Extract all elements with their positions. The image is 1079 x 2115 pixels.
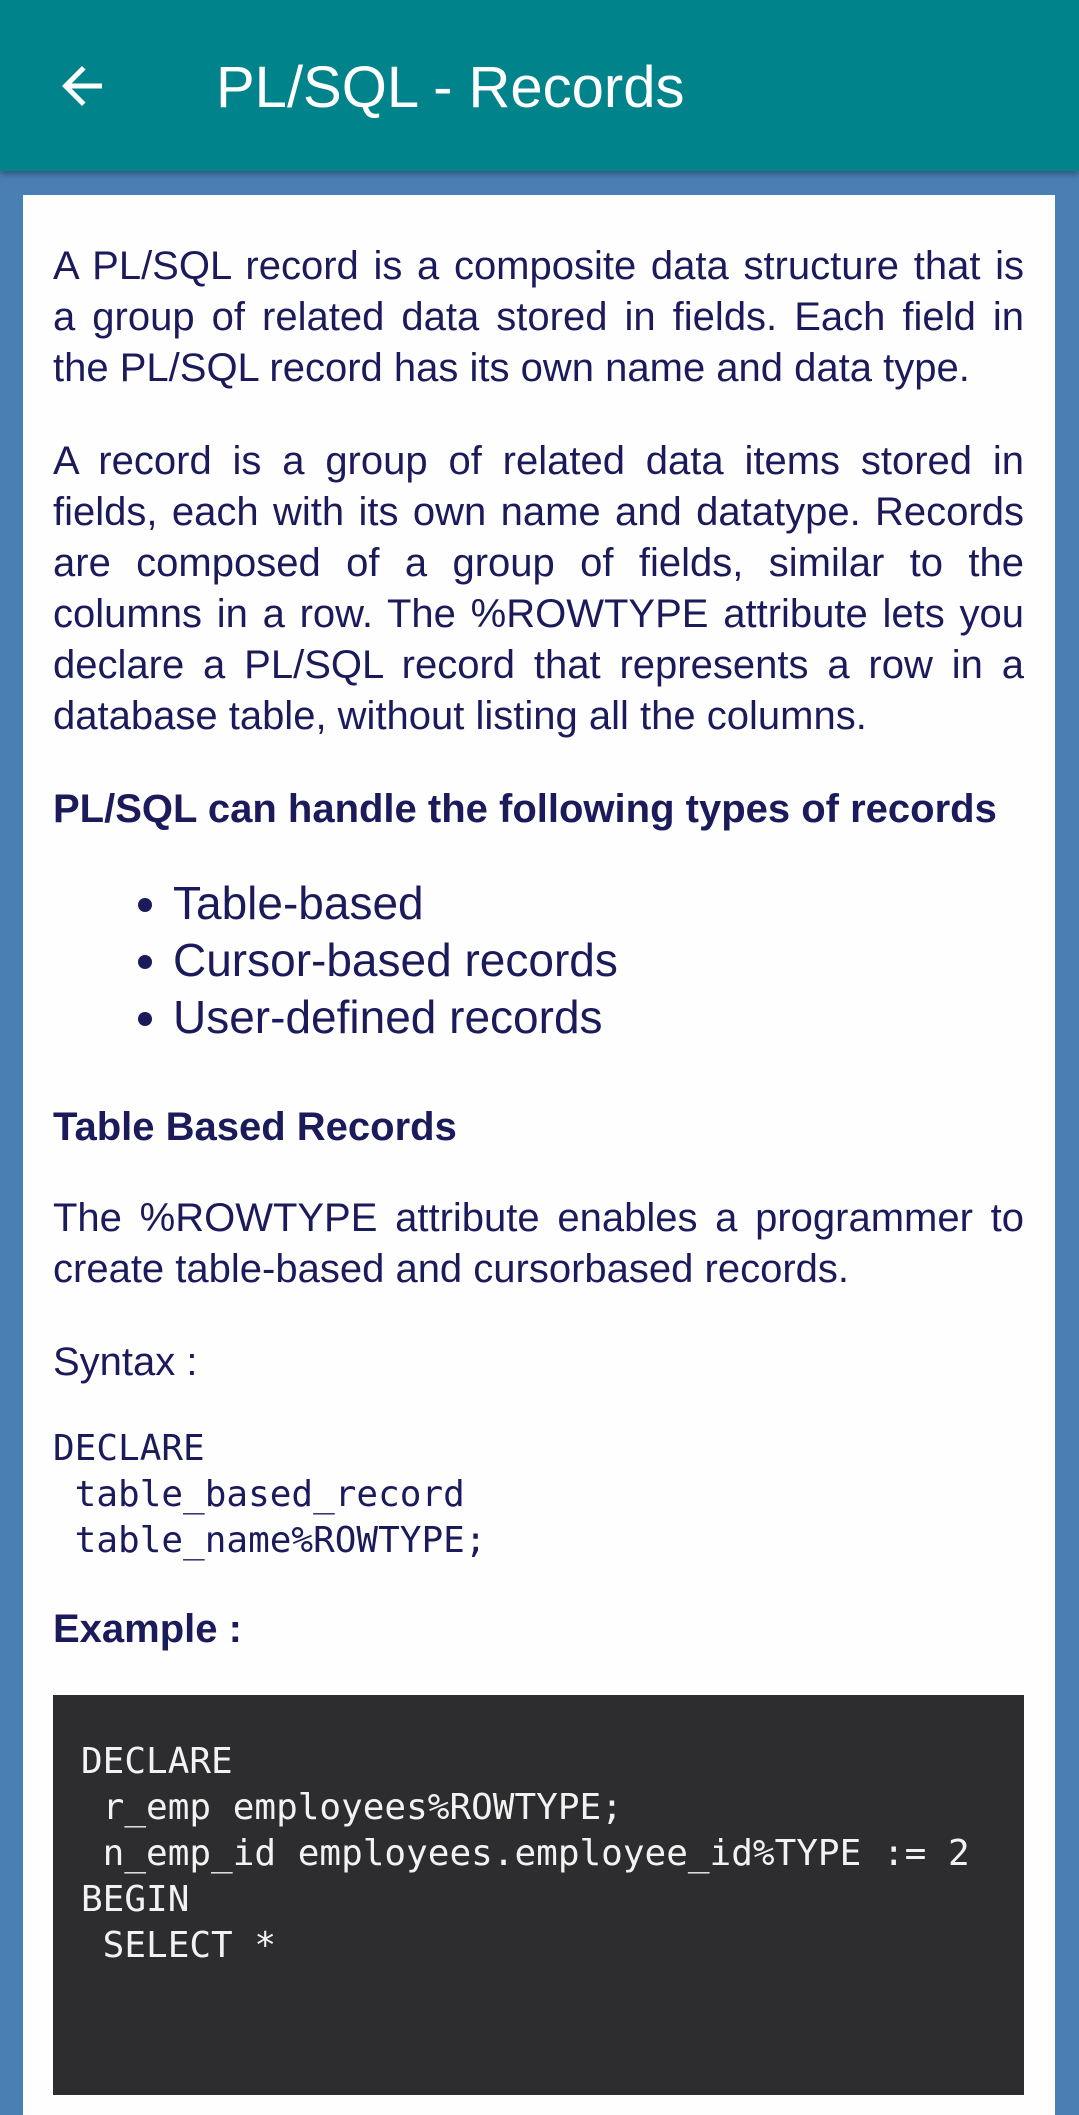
intro-paragraph-1: A PL/SQL record is a composite data structure that is a group of related data stored in fields. Each field in the PL/SQL record has its own name and data type.: [53, 244, 1024, 390]
table-based-heading: Table Based Records: [53, 1105, 457, 1149]
code-line: table_based_record: [53, 1474, 465, 1515]
record-types-list: [53, 875, 1024, 1046]
code-line: SELECT *: [81, 1925, 277, 1966]
article-content: [53, 241, 1024, 2095]
code-line: DECLARE: [81, 1741, 233, 1782]
syntax-label: Syntax :: [53, 1340, 198, 1384]
page-title: PL/SQL - Records: [216, 55, 685, 120]
content-card: [23, 195, 1055, 2115]
intro-paragraph-2: A record is a group of related data items stored in fields, each with its own name and datatype. Records are composed of a group of fields, similar to the columns in a row. The %ROWTYPE attribute lets you declare a PL/SQL record that represents a row in a database table, without listing all the columns.: [53, 439, 1024, 738]
list-item: • Cursor-based records: [173, 932, 1024, 989]
arrow-left-icon: [52, 56, 112, 116]
back-button[interactable]: [38, 42, 126, 130]
app-bar: [0, 0, 1079, 171]
example-code: [81, 1739, 970, 1969]
code-line: table_name%ROWTYPE;: [53, 1520, 487, 1561]
code-line: r_emp employees%ROWTYPE;: [81, 1787, 623, 1828]
code-line: DECLARE: [53, 1428, 205, 1469]
example-heading: Example :: [53, 1607, 242, 1651]
list-item: • User-defined records: [173, 989, 1024, 1046]
list-item: • Table-based: [173, 875, 1024, 932]
code-line: BEGIN: [81, 1879, 190, 1920]
table-based-paragraph: The %ROWTYPE attribute enables a programmer to create table-based and cursorbased records.: [53, 1196, 1024, 1291]
code-line: n_emp_id employees.employee_id%TYPE := 2: [81, 1833, 970, 1874]
example-code-block[interactable]: [53, 1695, 1024, 2095]
types-heading: PL/SQL can handle the following types of records: [53, 787, 997, 831]
syntax-code: [53, 1426, 1024, 1564]
